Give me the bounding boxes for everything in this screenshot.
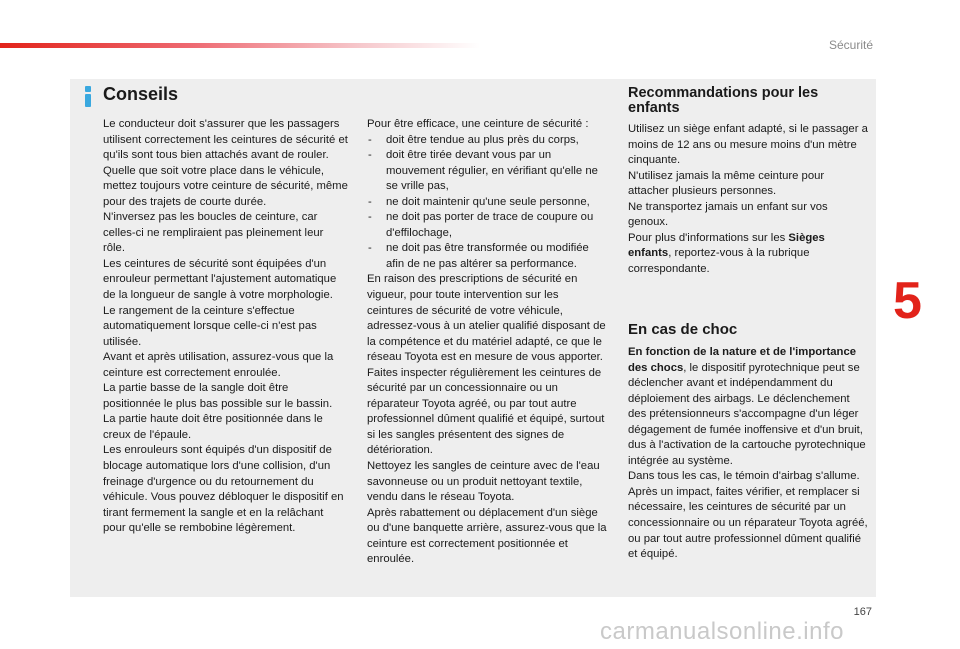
header-accent-bar <box>0 43 480 48</box>
list-item: - ne doit pas être transformée ou modifiée afin de ne pas altérer sa performance. <box>367 241 607 272</box>
list-intro: Pour être efficace, une ceinture de sécurité : <box>367 118 589 130</box>
bold-text: En fonction de la nature et de l'importance des chocs <box>628 346 857 374</box>
paragraph: Dans tous les cas, le témoin d'airbag s'allume. <box>628 470 860 483</box>
text-run: Pour plus d'informations sur les <box>628 231 789 244</box>
list-item: - ne doit pas porter de trace de coupure ou d'effilochage, <box>367 210 607 241</box>
recommandations-column <box>628 122 868 277</box>
paragraph <box>628 231 868 278</box>
text-run: , le dispositif pyrotechnique peut se déclencher avant et indépendamment du déploiement des airbags. Le déclenchement des prétensionneurs s'accompagne d'un léger dégagement de fumée inoffensive et d'un bruit, dus à l'activation de la cartouche pyrotechnique intégrée au système. <box>628 361 866 467</box>
conseils-heading: Conseils <box>103 84 179 104</box>
conseils-column-2 <box>367 117 607 568</box>
paragraph: Le conducteur doit s'assurer que les passagers utilisent correctement les ceintures de sécurité et qu'ils sont tous bien attachés avant de rouler. <box>103 118 348 162</box>
paragraph: Nettoyez les sangles de ceinture avec de l'eau savonneuse ou un produit nettoyant textile, vendu dans le réseau Toyota. <box>367 460 600 504</box>
list-item: - doit être tendue au plus près du corps, <box>367 133 607 149</box>
choc-heading: En cas de choc <box>628 321 738 338</box>
paragraph: La partie haute doit être positionnée dans le creux de l'épaule. <box>103 413 323 441</box>
paragraph: N'inversez pas les boucles de ceinture, car celles-ci ne rempliraient pas pleinement leur rôle. <box>103 211 324 255</box>
belt-requirements-list <box>367 133 607 273</box>
recommandations-heading: Recommandations pour les enfants <box>628 85 819 116</box>
paragraph: La partie basse de la sangle doit être positionnée le plus bas possible sur le bassin. <box>103 382 333 410</box>
list-item: - doit être tirée devant vous par un mouvement régulier, en vérifiant qu'elle ne se vrille pas, <box>367 148 607 195</box>
paragraph: En raison des prescriptions de sécurité en vigueur, pour toute intervention sur les ceintures de sécurité de votre véhicule, adressez-vous à un atelier qualifié disposant de la compétence et du matériel adapté, ce que le réseau Toyota est en mesure de vous apporter. <box>367 273 606 364</box>
paragraph: Les ceintures de sécurité sont équipées d'un enrouleur permettant l'ajustement automatique de la longueur de sangle à votre morphologie. Le rangement de la ceinture s'effectue automatiquement lorsque celle-ci n'est pas utilisée. <box>103 257 337 348</box>
list-item: - ne doit maintenir qu'une seule personne, <box>367 195 607 211</box>
chapter-number: 5 <box>893 272 922 330</box>
section-title: Sécurité <box>828 38 873 52</box>
paragraph: Les enrouleurs sont équipés d'un dispositif de blocage automatique lors d'une collision, d'un freinage d'urgence ou du retournement du véhicule. Vous pouvez débloquer le dispositif en tirant fermement la sangle et en la relâchant pour qu'elle se rembobine légèrement. <box>103 444 344 535</box>
paragraph: Utilisez un siège enfant adapté, si le passager a moins de 12 ans ou mesure moins d'un mètre cinquante. <box>628 123 868 167</box>
info-icon <box>78 86 98 106</box>
paragraph: Après un impact, faites vérifier, et remplacer si nécessaire, les ceintures de sécurité par un concessionnaire ou un réparateur Toyota agréé, ou par tout autre professionnel dûment qualifié et équipé. <box>628 485 868 561</box>
watermark: carmanualsonline.info <box>600 618 844 645</box>
cross-reference-sieges-enfants: Sièges enfants <box>628 231 825 260</box>
info-icon-dot <box>85 86 91 92</box>
paragraph <box>628 345 870 469</box>
text-run: , reportez-vous à la rubrique correspondante. <box>628 247 810 275</box>
paragraph: Après rabattement ou déplacement d'un siège ou d'une banquette arrière, assurez-vous que la ceinture est correctement positionnée et enroulée. <box>367 506 607 566</box>
paragraph: Avant et après utilisation, assurez-vous que la ceinture est correctement enroulée. <box>103 351 334 379</box>
paragraph: Ne transportez jamais un enfant sur vos genoux. <box>628 200 828 229</box>
paragraph: N'utilisez jamais la même ceinture pour attacher plusieurs personnes. <box>628 169 825 198</box>
page-number: 167 <box>853 606 872 618</box>
conseils-column-1 <box>103 117 348 537</box>
choc-column <box>628 345 870 563</box>
paragraph: Quelle que soit votre place dans le véhicule, mettez toujours votre ceinture de sécurité, même pour des trajets de courte durée. <box>103 164 348 208</box>
info-icon-bar <box>85 94 91 107</box>
paragraph: Faites inspecter régulièrement les ceintures de sécurité par un concessionnaire ou un réparateur Toyota agréé, ou par tout autre professionnel dûment qualifié et équipé, surtout si les sangles présentent des signes de détérioration. <box>367 366 605 457</box>
